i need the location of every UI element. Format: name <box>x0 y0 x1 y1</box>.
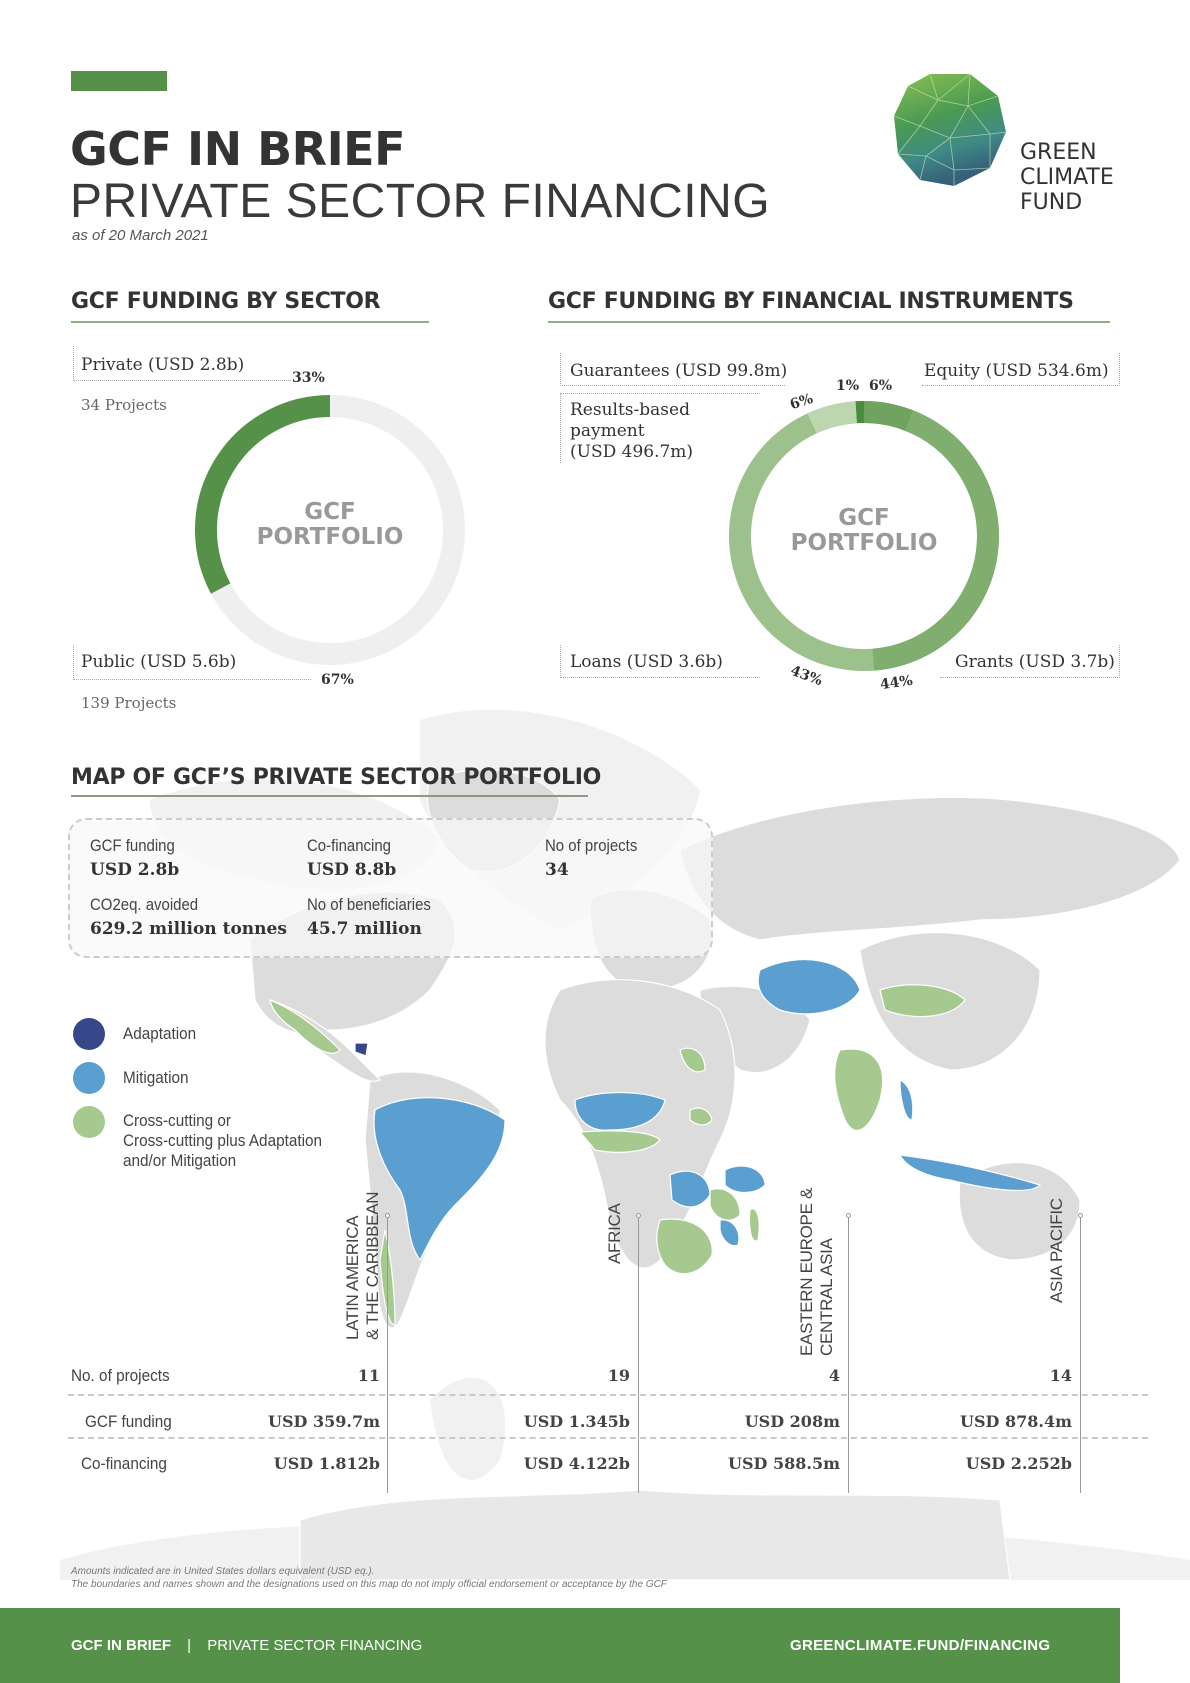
results-line-3: (USD 496.7m) <box>570 442 694 462</box>
africa-projects: 19 <box>607 1366 630 1385</box>
stat-gcf-funding-value: USD 2.8b <box>90 860 180 880</box>
region-latam-label <box>343 1192 383 1340</box>
row-divider-2 <box>68 1437 1148 1439</box>
region-eeca-label <box>797 1188 837 1356</box>
instruments-title-rule <box>548 321 1110 323</box>
page-subtitle: PRIVATE SECTOR FINANCING <box>70 175 771 228</box>
sector-section-title: GCF FUNDING BY SECTOR <box>71 289 381 314</box>
results-line-1: Results-based <box>570 400 690 420</box>
region-eeca-line-1: EASTERN EUROPE & <box>797 1187 816 1356</box>
instruments-center-label <box>764 506 964 556</box>
stat-projects-value: 34 <box>545 860 569 880</box>
logo-text <box>1020 140 1114 215</box>
stat-co2-value: 629.2 million tonnes <box>90 919 287 939</box>
as-of-date: as of 20 March 2021 <box>72 227 209 244</box>
asiapacific-divider <box>1080 1218 1081 1493</box>
instruments-section-title: GCF FUNDING BY FINANCIAL INSTRUMENTS <box>548 289 1074 314</box>
guarantees-label: Guarantees (USD 99.8m) <box>570 361 788 381</box>
asiapacific-cofinancing: USD 2.252b <box>965 1454 1072 1473</box>
row-divider-1 <box>68 1394 1148 1396</box>
asiapacific-projects: 14 <box>1049 1366 1072 1385</box>
results-pct: 6% <box>788 390 815 414</box>
africa-divider <box>638 1218 639 1493</box>
private-label: Private (USD 2.8b) <box>81 355 245 375</box>
stat-co2-label: CO2eq. avoided <box>90 895 199 914</box>
page-title: GCF IN BRIEF <box>70 122 406 176</box>
legend-mitigation-swatch <box>73 1062 105 1094</box>
latam-divider <box>387 1218 388 1493</box>
footer-url-link[interactable]: GREENCLIMATE.FUND/FINANCING <box>790 1637 1051 1654</box>
map-title-rule <box>71 795 588 797</box>
latam-funding: USD 359.7m <box>268 1412 380 1431</box>
public-projects: 139 Projects <box>81 694 177 712</box>
logo-line-1: GREEN <box>1020 140 1097 165</box>
eeca-cofinancing: USD 588.5m <box>728 1454 840 1473</box>
latam-projects: 11 <box>357 1366 380 1385</box>
footer-subtitle: PRIVATE SECTOR FINANCING <box>207 1637 423 1654</box>
loans-pct: 43% <box>788 662 825 690</box>
sector-center-label <box>230 500 430 550</box>
legend-crosscutting-label <box>123 1111 322 1171</box>
footer-brand: GCF IN BRIEF <box>71 1637 171 1654</box>
region-africa-label <box>605 1203 625 1264</box>
results-line-2: payment <box>570 421 645 441</box>
stat-projects-label: No of projects <box>545 836 638 855</box>
map-section-title: MAP OF GCF’S PRIVATE SECTOR PORTFOLIO <box>71 765 602 790</box>
logo-line-2: CLIMATE <box>1020 165 1114 190</box>
asiapacific-funding: USD 878.4m <box>960 1412 1072 1431</box>
equity-pct: 6% <box>869 378 893 394</box>
region-africa-line-1: AFRICA <box>605 1203 624 1264</box>
legend-mitigation-label: Mitigation <box>123 1068 189 1087</box>
private-projects: 34 Projects <box>81 396 167 414</box>
private-pct: 33% <box>292 370 325 386</box>
legend-crosscutting-swatch <box>73 1106 105 1138</box>
region-latam-line-2: & THE CARIBBEAN <box>363 1191 382 1340</box>
sector-title-rule <box>71 321 429 323</box>
center-label-line-1: GCF <box>304 499 356 525</box>
region-latam-line-1: LATIN AMERICA <box>343 1215 362 1340</box>
footnotes <box>71 1565 667 1591</box>
footer-separator: | <box>187 1637 192 1654</box>
footnote-currency: Amounts indicated are in United States dollars equivalent (USD eq.). <box>71 1566 375 1577</box>
footnote-disclaimer: The boundaries and names shown and the designations used on this map do not imply official endorsement or acceptance by the GCF <box>71 1579 667 1590</box>
region-eeca-line-2: CENTRAL ASIA <box>817 1238 836 1356</box>
grants-label: Grants (USD 3.7b) <box>955 652 1115 672</box>
stat-cofinancing-value: USD 8.8b <box>307 860 397 880</box>
legend-adaptation-swatch <box>73 1018 105 1050</box>
eeca-funding: USD 208m <box>744 1412 840 1431</box>
stat-beneficiaries-label: No of beneficiaries <box>307 895 431 914</box>
stat-gcf-funding-label: GCF funding <box>90 836 175 855</box>
region-asiapacific-line-1: ASIA PACIFIC <box>1047 1198 1066 1303</box>
stat-cofinancing-label: Co-financing <box>307 836 391 855</box>
gcf-globe-logo-icon <box>890 70 1010 190</box>
equity-label: Equity (USD 534.6m) <box>924 361 1109 381</box>
accent-bar <box>71 71 167 91</box>
stat-beneficiaries-value: 45.7 million <box>307 919 422 939</box>
guarantees-pct: 1% <box>836 378 860 394</box>
results-label <box>570 400 693 463</box>
latam-cofinancing: USD 1.812b <box>273 1454 380 1473</box>
legend-adaptation-label: Adaptation <box>123 1024 197 1043</box>
center-label-line-2: PORTFOLIO <box>256 524 404 550</box>
africa-cofinancing: USD 4.122b <box>523 1454 630 1473</box>
logo-line-3: FUND <box>1020 190 1083 215</box>
row-label-funding: GCF funding <box>85 1412 172 1431</box>
public-label: Public (USD 5.6b) <box>81 652 237 672</box>
grants-pct: 44% <box>879 672 914 694</box>
legend-crosscutting-line-3: and/or Mitigation <box>123 1151 237 1170</box>
eeca-projects: 4 <box>828 1366 840 1385</box>
region-asiapacific-label <box>1047 1198 1067 1303</box>
footer-left <box>71 1637 422 1654</box>
africa-funding: USD 1.345b <box>523 1412 630 1431</box>
center-label-line-2: PORTFOLIO <box>790 530 938 556</box>
legend-crosscutting-line-1: Cross-cutting or <box>123 1111 231 1130</box>
center-label-line-1: GCF <box>838 505 890 531</box>
legend-crosscutting-line-2: Cross-cutting plus Adaptation <box>123 1131 323 1150</box>
loans-label: Loans (USD 3.6b) <box>570 652 723 672</box>
eeca-divider <box>848 1218 849 1493</box>
row-label-projects: No. of projects <box>71 1366 170 1385</box>
row-label-cofinancing: Co-financing <box>81 1454 167 1473</box>
public-pct: 67% <box>321 672 354 688</box>
